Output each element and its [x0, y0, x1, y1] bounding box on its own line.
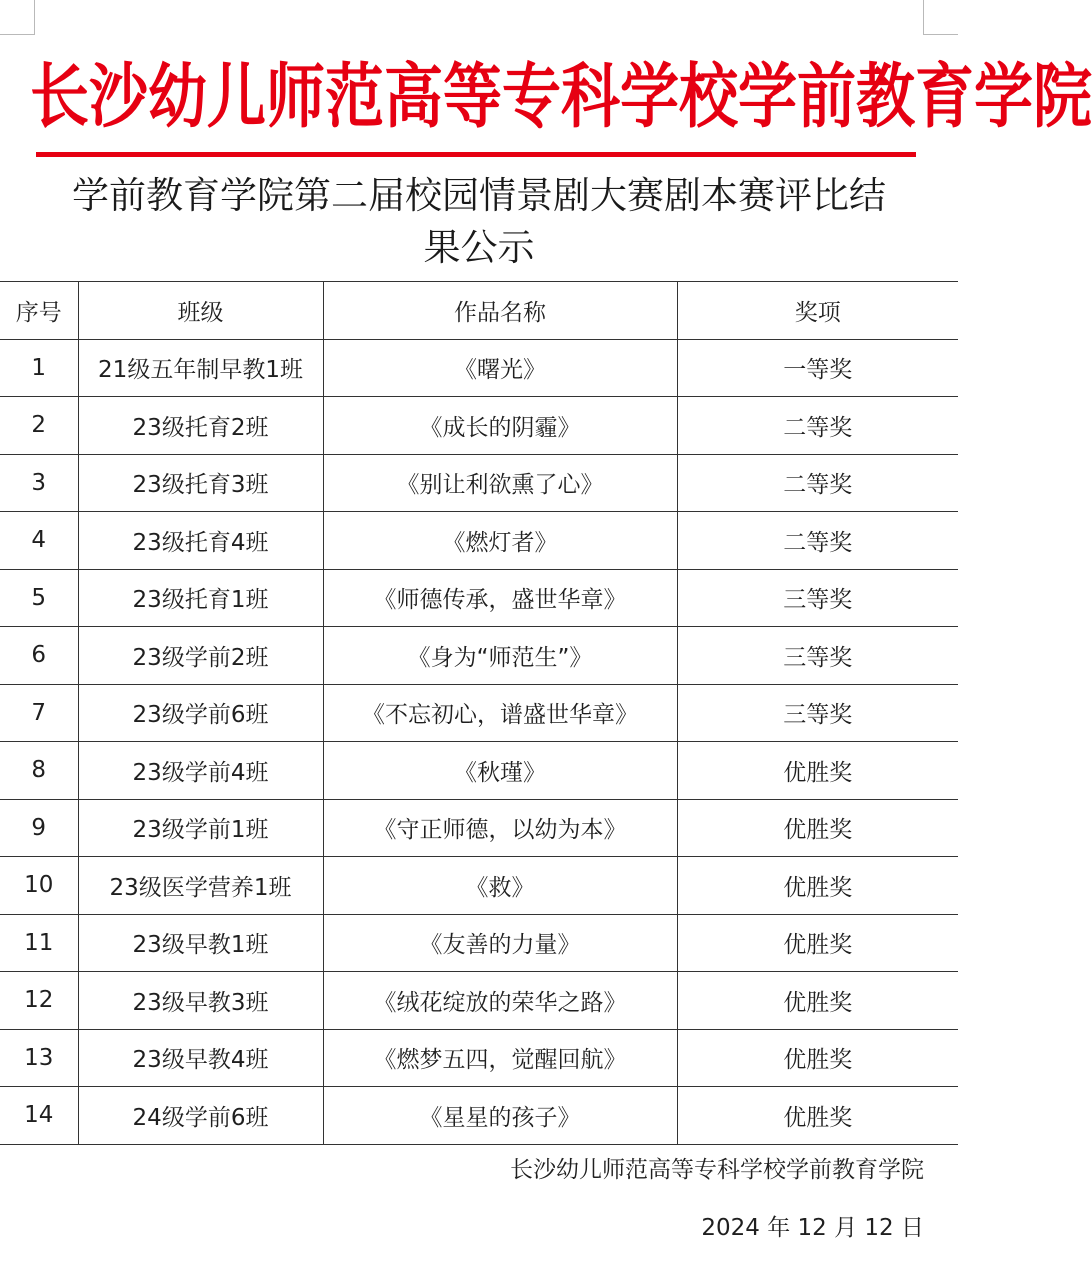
cell-class: 23级学前1班	[78, 799, 323, 857]
cell-award: 二等奖	[677, 397, 958, 455]
cell-class: 23级托育1班	[78, 569, 323, 627]
cell-award: 三等奖	[677, 627, 958, 685]
cell-index: 5	[0, 569, 78, 627]
cell-award: 二等奖	[677, 512, 958, 570]
table-row	[0, 397, 958, 455]
cell-award: 优胜奖	[677, 742, 958, 800]
table-row	[0, 914, 958, 972]
document-title-line-2: 果公示	[423, 226, 535, 269]
cell-award: 优胜奖	[677, 799, 958, 857]
cell-class: 23级学前4班	[78, 742, 323, 800]
cell-class: 23级学前6班	[78, 684, 323, 742]
cell-index: 6	[0, 627, 78, 685]
cell-index: 12	[0, 972, 78, 1030]
table-row	[0, 857, 958, 915]
cell-class: 23级托育2班	[78, 397, 323, 455]
cell-index: 11	[0, 914, 78, 972]
cell-index: 14	[0, 1087, 78, 1145]
cell-award: 优胜奖	[677, 914, 958, 972]
cell-index: 9	[0, 799, 78, 857]
cell-work-title: 《秋瑾》	[323, 742, 677, 800]
cell-class: 23级早教4班	[78, 1029, 323, 1087]
cell-work-title: 《不忘初心，谱盛世华章》	[323, 684, 677, 742]
cell-class: 23级学前2班	[78, 627, 323, 685]
cell-class: 23级早教1班	[78, 914, 323, 972]
cell-index: 4	[0, 512, 78, 570]
cell-award: 优胜奖	[677, 857, 958, 915]
cell-award: 一等奖	[677, 339, 958, 397]
cell-work-title: 《守正师德，以幼为本》	[323, 799, 677, 857]
header-cell-class: 班级	[78, 282, 323, 340]
cell-class: 23级早教3班	[78, 972, 323, 1030]
cell-index: 10	[0, 857, 78, 915]
cell-class: 24级学前6班	[78, 1087, 323, 1145]
masthead-institution-name: 长沙幼儿师范高等专科学校学前教育学院	[30, 55, 1092, 137]
cell-award: 三等奖	[677, 684, 958, 742]
table-row	[0, 454, 958, 512]
cell-award: 优胜奖	[677, 972, 958, 1030]
cell-award: 优胜奖	[677, 1029, 958, 1087]
table-row	[0, 569, 958, 627]
cell-class: 23级托育3班	[78, 454, 323, 512]
cell-award: 优胜奖	[677, 1087, 958, 1145]
cell-work-title: 《友善的力量》	[323, 914, 677, 972]
crop-mark-top-right	[923, 0, 958, 35]
cell-work-title: 《师德传承，盛世华章》	[323, 569, 677, 627]
cell-award: 三等奖	[677, 569, 958, 627]
document-title-line-1: 学前教育学院第二届校园情景剧大赛剧本赛评比结	[72, 174, 886, 217]
results-table	[0, 281, 958, 1145]
table-row	[0, 1087, 958, 1145]
header-cell-index: 序号	[0, 282, 78, 340]
table-header-row	[0, 282, 958, 340]
cell-work-title: 《别让利欲熏了心》	[323, 454, 677, 512]
table-row	[0, 972, 958, 1030]
cell-work-title: 《绒花绽放的荣华之路》	[323, 972, 677, 1030]
cell-work-title: 《救》	[323, 857, 677, 915]
cell-class: 21级五年制早教1班	[78, 339, 323, 397]
cell-index: 2	[0, 397, 78, 455]
table-row	[0, 512, 958, 570]
cell-index: 7	[0, 684, 78, 742]
header-cell-work-title: 作品名称	[323, 282, 677, 340]
cell-work-title: 《燃梦五四，觉醒回航》	[323, 1029, 677, 1087]
cell-index: 1	[0, 339, 78, 397]
cell-award: 二等奖	[677, 454, 958, 512]
table-row	[0, 1029, 958, 1087]
cell-index: 3	[0, 454, 78, 512]
cell-work-title: 《身为“师范生”》	[323, 627, 677, 685]
cell-index: 13	[0, 1029, 78, 1087]
cell-index: 8	[0, 742, 78, 800]
cell-work-title: 《燃灯者》	[323, 512, 677, 570]
document-title	[20, 170, 938, 274]
cell-work-title: 《星星的孩子》	[323, 1087, 677, 1145]
footer-organization: 长沙幼儿师范高等专科学校学前教育学院	[510, 1157, 924, 1183]
table-row	[0, 799, 958, 857]
table-row	[0, 339, 958, 397]
table-row	[0, 627, 958, 685]
cell-work-title: 《成长的阴霾》	[323, 397, 677, 455]
table-row	[0, 742, 958, 800]
cell-class: 23级托育4班	[78, 512, 323, 570]
footer-date: 2024 年 12 月 12 日	[701, 1215, 924, 1241]
cell-work-title: 《曙光》	[323, 339, 677, 397]
header-cell-award: 奖项	[677, 282, 958, 340]
cell-class: 23级医学营养1班	[78, 857, 323, 915]
table-row	[0, 684, 958, 742]
masthead-red-rule	[36, 152, 916, 157]
crop-mark-top-left	[0, 0, 35, 35]
results-table-body	[0, 339, 958, 1144]
